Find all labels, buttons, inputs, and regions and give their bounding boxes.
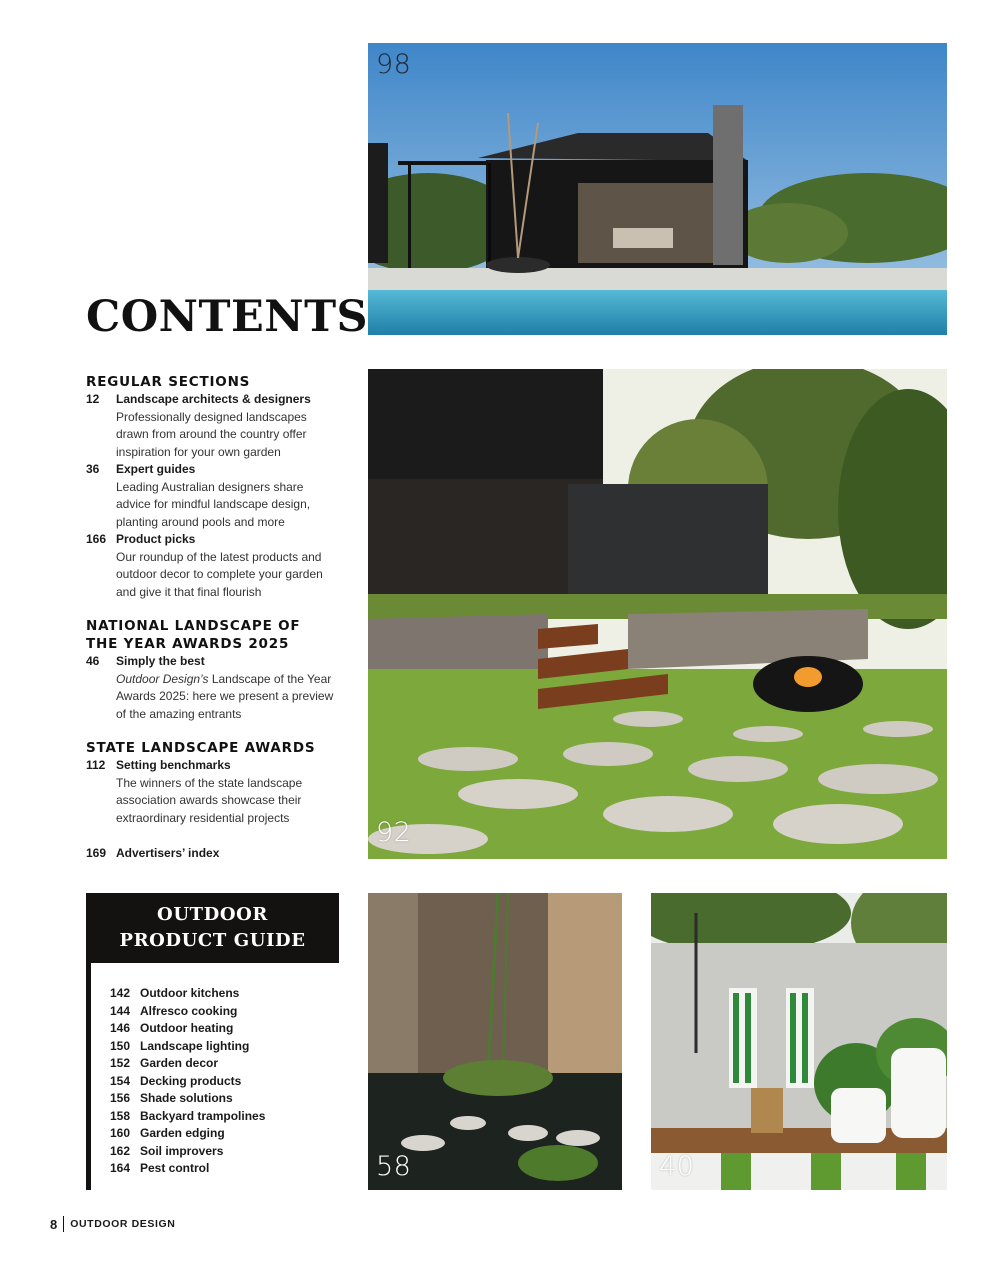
photo-stepping-stones (368, 369, 947, 859)
guide-label: Decking products (140, 1073, 242, 1088)
guide-item[interactable] (110, 1125, 265, 1143)
guide-label: Alfresco cooking (140, 1003, 238, 1018)
page-ref-58: 58 (376, 1151, 412, 1182)
guide-item[interactable] (110, 1108, 265, 1126)
magazine-name: OUTDOOR DESIGN (70, 1218, 176, 1230)
toc-entry-title: Simply the best (116, 654, 205, 668)
guide-page-number: 156 (110, 1091, 131, 1105)
toc-entry-desc: Our roundup of the latest products and outdoor decor to complete your garden and give it that final flourish (116, 549, 323, 599)
toc-entry[interactable] (86, 531, 336, 601)
toc-entry-title: Setting benchmarks (116, 758, 231, 772)
product-guide-title-line1: OUTDOOR (157, 904, 268, 925)
guide-page-number: 154 (110, 1073, 131, 1088)
toc-page-number: 166 (86, 532, 107, 546)
toc-entry-desc: The winners of the state landscape association awards showcase their extraordinary residential projects (116, 775, 303, 825)
guide-page-number: 144 (110, 1003, 131, 1018)
regular-sections-heading: REGULAR SECTIONS (86, 374, 251, 390)
guide-page-number: 158 (110, 1108, 131, 1123)
product-guide-header (86, 893, 339, 963)
photo-courtyard-pond (368, 893, 622, 1190)
national-awards-section (86, 617, 336, 723)
guide-label: Backyard trampolines (140, 1108, 266, 1123)
courtyard-pond-image (368, 893, 622, 1190)
guide-page-number: 150 (110, 1038, 131, 1053)
toc-entry-desc: Professionally designed landscapes drawn from around the country offer inspiration for your own garden (116, 409, 307, 459)
national-awards-heading-line2: THE YEAR AWARDS 2025 (86, 636, 290, 652)
guide-label: Soil improvers (140, 1143, 224, 1158)
state-awards-heading: STATE LANDSCAPE AWARDS (86, 740, 316, 756)
toc-page-number: 12 (86, 392, 100, 406)
guide-label: Outdoor kitchens (140, 986, 240, 1000)
page-ref-98: 98 (376, 49, 412, 80)
guide-item[interactable] (110, 1073, 265, 1091)
toc-page-number: 46 (86, 654, 100, 668)
page-ref-40: 40 (659, 1151, 695, 1182)
guide-item[interactable] (110, 1038, 265, 1056)
guide-label: Outdoor heating (140, 1021, 234, 1035)
pool-house-image (368, 43, 947, 335)
magazine-name-italic: Outdoor Design’s (116, 671, 209, 686)
guide-label: Shade solutions (140, 1091, 233, 1105)
guide-page-number: 142 (110, 986, 131, 1000)
product-guide-list (110, 985, 265, 1178)
contents-title: CONTENTS (86, 292, 369, 342)
product-guide-rule (86, 963, 91, 1190)
national-awards-heading (86, 617, 336, 653)
photo-pool-house (368, 43, 947, 335)
toc-entry-title: Expert guides (116, 462, 196, 476)
toc-entry[interactable] (86, 845, 336, 863)
toc-entry[interactable] (86, 461, 336, 531)
guide-page-number: 162 (110, 1143, 131, 1158)
guide-item[interactable] (110, 1020, 265, 1038)
toc-entry-title: Advertisers’ index (116, 846, 220, 860)
photo-outdoor-shower (651, 893, 947, 1190)
guide-label: Garden decor (140, 1056, 219, 1070)
toc-entry-desc (116, 671, 336, 724)
footer-divider (63, 1216, 64, 1232)
outdoor-shower-image (651, 893, 947, 1190)
toc-entry[interactable] (86, 391, 336, 461)
advertisers-index (86, 845, 336, 863)
guide-page-number: 152 (110, 1056, 131, 1070)
product-guide-title-line2: PRODUCT GUIDE (119, 930, 306, 951)
toc-page-number: 169 (86, 846, 107, 860)
toc-entry-title: Product picks (116, 532, 196, 546)
guide-page-number: 160 (110, 1126, 131, 1140)
page-footer (50, 1216, 175, 1232)
page-number: 8 (50, 1216, 58, 1232)
toc-entry[interactable] (86, 757, 336, 827)
guide-item[interactable] (110, 985, 265, 1003)
toc-entry-desc: Leading Australian designers share advice for mindful landscape design, planting around pools and more (116, 479, 311, 529)
toc-page-number: 112 (86, 758, 106, 772)
toc-entry-desc-text: Landscape of the Year Awards 2025: here we present a preview of the amazing entrants (116, 671, 334, 721)
national-awards-heading-line1: NATIONAL LANDSCAPE OF (86, 618, 301, 634)
guide-label: Garden edging (140, 1126, 225, 1140)
toc-entry-title: Landscape architects & designers (116, 392, 311, 406)
guide-item[interactable] (110, 1090, 265, 1108)
guide-page-number: 146 (110, 1021, 131, 1035)
toc-page-number: 36 (86, 462, 100, 476)
guide-item[interactable] (110, 1160, 265, 1178)
toc-entry[interactable] (86, 653, 336, 723)
guide-item[interactable] (110, 1143, 265, 1161)
guide-page-number: 164 (110, 1161, 131, 1175)
guide-label: Pest control (140, 1161, 210, 1175)
guide-item[interactable] (110, 1055, 265, 1073)
regular-sections (86, 373, 336, 601)
state-awards-section (86, 739, 336, 827)
guide-item[interactable] (110, 1003, 265, 1021)
guide-label: Landscape lighting (140, 1038, 250, 1053)
page-ref-92: 92 (376, 817, 412, 848)
stepping-stones-image (368, 369, 947, 859)
